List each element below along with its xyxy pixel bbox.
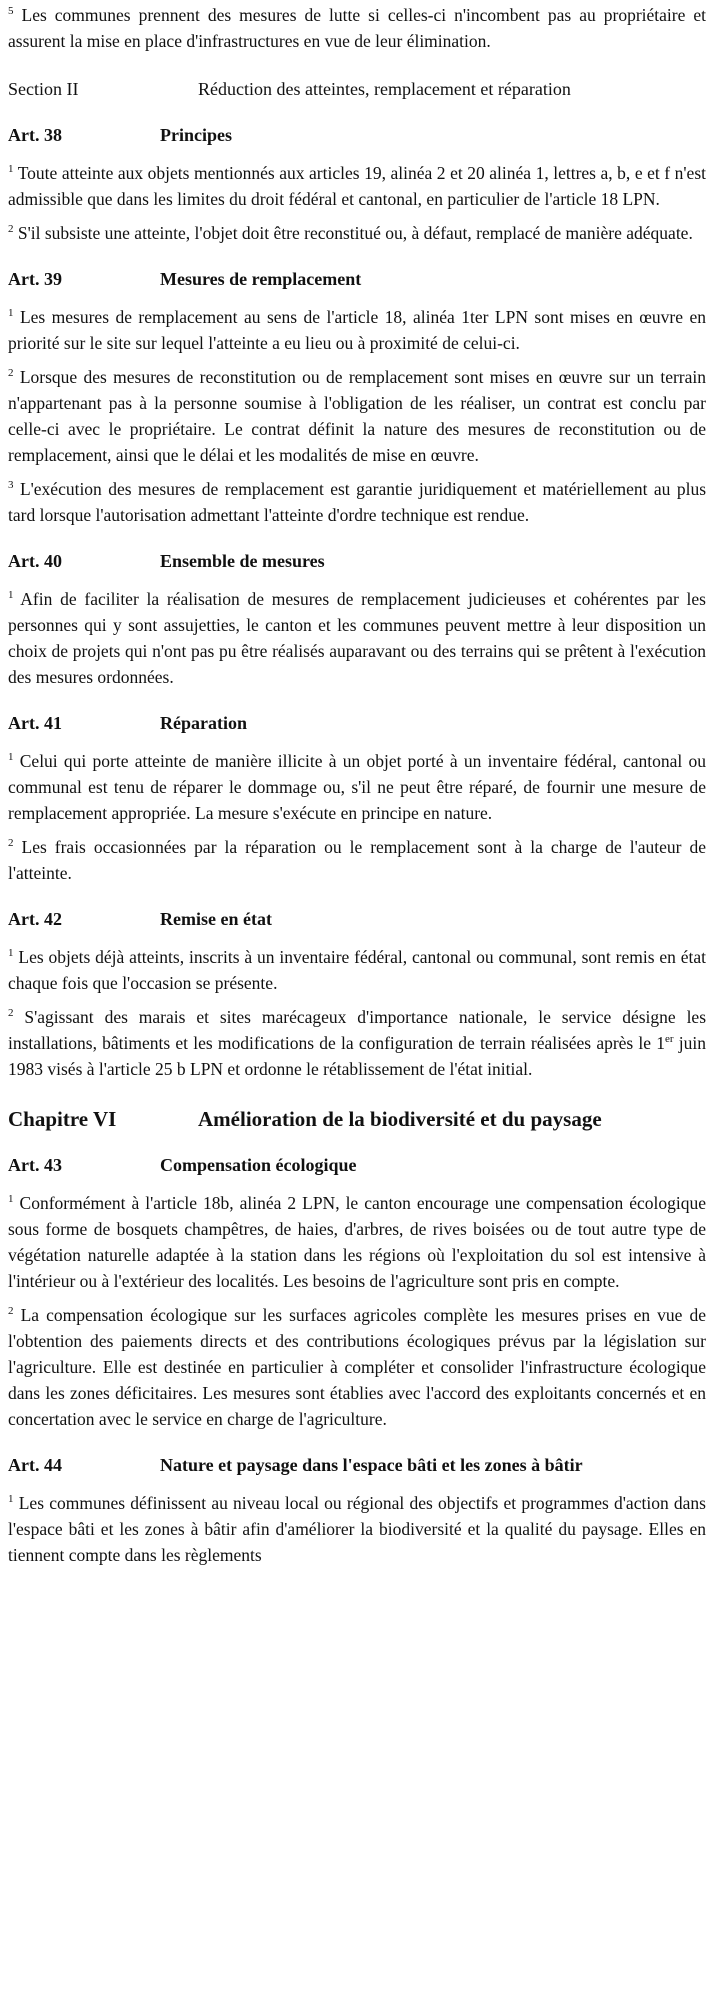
article-heading	[8, 122, 706, 148]
chapter-label: Chapitre VI	[8, 1107, 117, 1131]
paragraph: $^5$ Les communes prennent des mesures de lutte si celles-ci n'incombent pas au propriétaire et assurent la mise en place d'infrastructures en vue de leur élimination.	[8, 5, 706, 51]
paragraph: $^1$ Conformément à l'article 18b, alinéa 2 LPN, le canton encourage une compensation écologique sous forme de bosquets champêtres, de haies, d'arbres, de rives boisées ou de tout autre type de végétation naturelle adaptée à la station dans les régions où l'exploitation du sol est intensive à l'intérieur ou à l'extérieur des localités. Les besoins de l'agriculture sont pris en compte.	[8, 1193, 707, 1291]
article-title: Réparation	[160, 713, 247, 733]
paragraph: $^2$ S'agissant des marais et sites marécageux d'importance nationale, le service désigne les installations, bâtiments et les modifications de la configuration de terrain réalisées après le 1er juin 1983 visés à l'article 25 b LPN et ordonne le rétablissement de l'état initial.	[8, 1007, 707, 1079]
paragraph: $^3$ L'exécution des mesures de remplacement est garantie juridiquement et matériellement au plus tard lorsque l'autorisation admettant l'atteinte d'ordre technique est rendue.	[8, 479, 707, 525]
article-label: Art. 43	[8, 1155, 62, 1175]
article-heading	[8, 548, 706, 574]
paragraph: $^1$ Celui qui porte atteinte de manière illicite à un objet porté à un inventaire fédéral, cantonal ou communal est tenu de réparer le dommage ou, s'il ne peut être réparé, de fournir une mesure de remplacement appropriée. La mesure s'exécute en principe en nature.	[8, 751, 707, 823]
article-title: Principes	[160, 125, 232, 145]
article-title: Compensation écologique	[160, 1155, 357, 1175]
paragraph: $^1$ Les mesures de remplacement au sens de l'article 18, alinéa 1ter LPN sont mises en œuvre en priorité sur le site sur lequel l'atteinte a eu lieu ou à proximité de celui-ci.	[8, 307, 706, 353]
chapter-title: Amélioration de la biodiversité et du paysage	[198, 1107, 602, 1131]
article-label: Art. 44	[8, 1455, 62, 1475]
paragraph: $^2$ S'il subsiste une atteinte, l'objet doit être reconstitué ou, à défaut, remplacé de manière adéquate.	[8, 223, 693, 243]
article-heading	[8, 906, 706, 932]
chapter-heading	[8, 1106, 706, 1132]
paragraph: $^2$ Lorsque des mesures de reconstitution ou de remplacement sont mises en œuvre sur un terrain n'appartenant pas à la personne soumise à l'obligation de les réaliser, un contrat est conclu par celle-ci avec le propriétaire. Le contrat définit la nature des mesures de reconstitution ou de remplacement, ainsi que le délai et les modalités de mise en œuvre.	[8, 367, 707, 465]
article-label: Art. 38	[8, 125, 62, 145]
article-label: Art. 41	[8, 713, 62, 733]
section-label: Section II	[8, 79, 79, 99]
article-heading	[8, 1152, 706, 1178]
paragraph: $^2$ La compensation écologique sur les surfaces agricoles complète les mesures prises en vue de l'obtention des paiements directs et des contributions écologiques prévus par la législation sur l'agriculture. Elle est destinée en particulier à compléter et consolider l'infrastructure écologique dans les zones déficitaires. Les mesures sont établies avec l'accord des exploitants concernés et en concertation avec le service en charge de l'agriculture.	[8, 1305, 707, 1429]
article-label: Art. 39	[8, 269, 62, 289]
document-page	[8, 2, 706, 1576]
paragraph: $^1$ Les communes définissent au niveau local ou régional des objectifs et programmes d'action dans l'espace bâti et les zones à bâtir afin d'améliorer la biodiversité et la qualité du paysage. Elles en tiennent compte dans les règlements	[8, 1493, 706, 1565]
paragraph: $^1$ Afin de faciliter la réalisation de mesures de remplacement judicieuses et cohérentes par les personnes qui y sont assujetties, le canton et les communes peuvent mettre à leur disposition un choix de projets qui n'ont pas pu être réalisés auparavant ou des terrains qui se prêtent à l'exécution des mesures ordonnées.	[8, 589, 706, 687]
paragraph: $^1$ Les objets déjà atteints, inscrits à un inventaire fédéral, cantonal ou communal, sont remis en état chaque fois que l'occasion se présente.	[8, 947, 707, 993]
article-heading	[8, 710, 706, 736]
section-heading	[8, 76, 706, 102]
article-title: Nature et paysage dans l'espace bâti et les zones à bâtir	[160, 1455, 583, 1475]
article-heading	[8, 1452, 706, 1478]
paragraph: $^1$ Toute atteinte aux objets mentionnés aux articles 19, alinéa 2 et 20 alinéa 1, lettres a, b, e et f n'est admissible que dans les limites du droit fédéral et cantonal, en particulier de l'article 18 LPN.	[8, 163, 706, 209]
article-title: Remise en état	[160, 909, 272, 929]
section-title: Réduction des atteintes, remplacement et réparation	[198, 79, 571, 99]
article-label: Art. 40	[8, 551, 62, 571]
article-title: Mesures de remplacement	[160, 269, 362, 289]
article-title: Ensemble de mesures	[160, 551, 325, 571]
paragraph: $^2$ Les frais occasionnées par la réparation ou le remplacement sont à la charge de l'auteur de l'atteinte.	[8, 837, 706, 883]
article-label: Art. 42	[8, 909, 62, 929]
article-heading	[8, 266, 706, 292]
